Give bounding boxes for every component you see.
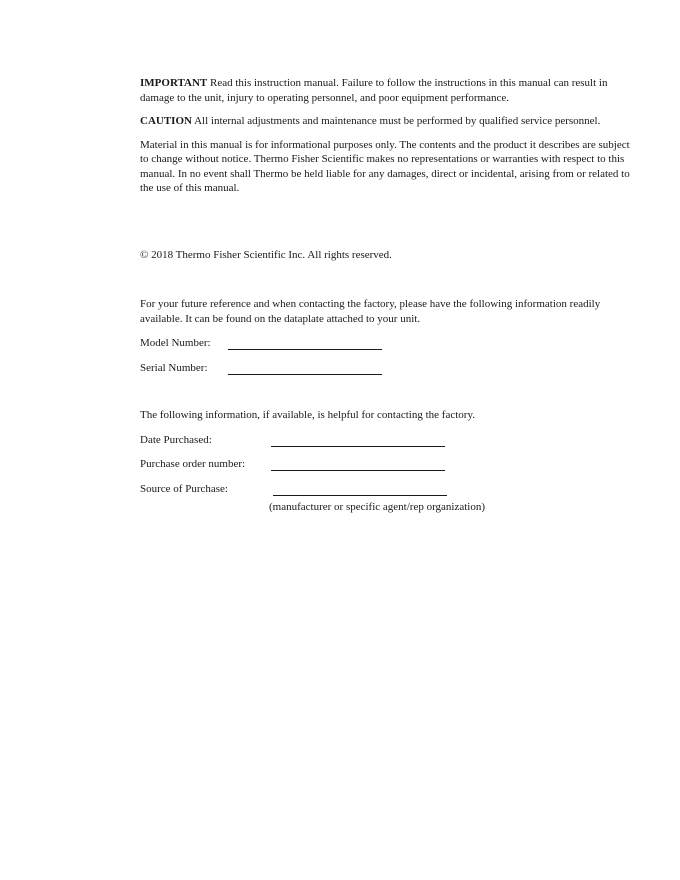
source-of-purchase-row <box>140 482 632 497</box>
important-notice <box>140 76 632 105</box>
caution-notice <box>140 114 632 129</box>
reference-intro: For your future reference and when contacting the factory, please have the following information readily available. It can be found on the dataplate attached to your unit. <box>140 298 601 325</box>
source-of-purchase-note: (manufacturer or specific agent/rep organization) <box>269 501 486 513</box>
purchase-order-blank <box>271 470 445 471</box>
important-text: Read this instruction manual. Failure to follow the instructions in this manual can result in damage to the unit, injury to operating personnel, and poor equipment performance. <box>140 77 608 104</box>
source-note-row <box>140 500 632 515</box>
serial-number-blank <box>228 374 382 375</box>
copyright-notice: © 2018 Thermo Fisher Scientific Inc. All rights reserved. <box>140 248 392 261</box>
disclaimer-paragraph: Material in this manual is for informational purposes only. The contents and the product it describes are subject to change without notice. Thermo Fisher Scientific makes no representations or warranties with respect to this manual. In no event shall Thermo be held liable for any damages, direct or incidental, arising from or related to the use of this manual. <box>140 138 630 194</box>
source-of-purchase-label: Source of Purchase: <box>140 482 228 495</box>
date-purchased-blank <box>271 446 445 447</box>
serial-number-label: Serial Number: <box>140 361 208 374</box>
date-purchased-row <box>140 433 632 448</box>
model-number-label: Model Number: <box>140 337 211 349</box>
model-number-blank <box>228 349 382 350</box>
caution-label: CAUTION <box>140 115 192 127</box>
purchase-intro: The following information, if available, is helpful for contacting the factory. <box>140 409 475 421</box>
purchase-order-label: Purchase order number: <box>140 458 246 470</box>
date-purchased-label: Date Purchased: <box>140 433 212 446</box>
manual-front-matter <box>140 76 632 515</box>
important-label: IMPORTANT <box>140 77 208 89</box>
purchase-order-row <box>140 457 632 472</box>
source-of-purchase-blank <box>273 495 447 496</box>
caution-text: All internal adjustments and maintenance must be performed by qualified service personnel. <box>191 115 601 127</box>
model-number-row <box>140 336 632 351</box>
serial-number-row <box>140 361 632 376</box>
